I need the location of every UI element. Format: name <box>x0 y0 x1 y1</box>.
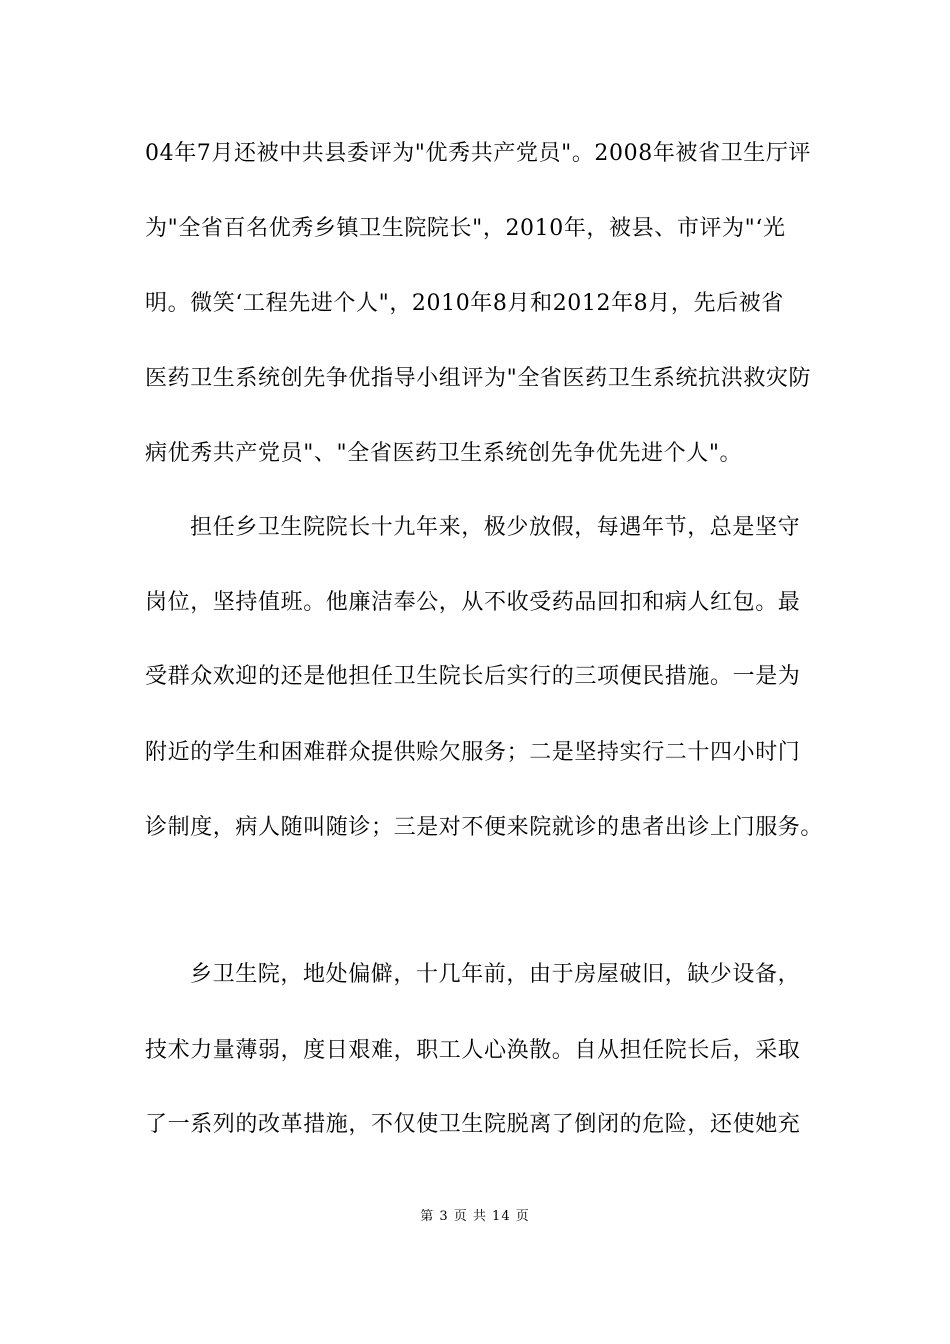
text-line: 了一系列的改革措施，不仅使卫生院脱离了倒闭的危险，还使她充 <box>145 1112 801 1137</box>
text-line: 受群众欢迎的还是他担任卫生院长后实行的三项便民措施。一是为 <box>145 664 801 689</box>
text-line: 乡卫生院，地处偏僻，十几年前，由于房屋破旧，缺少设备， <box>190 962 801 987</box>
text-line: 明。微笑‘工程先进个人"，2010年8月和2012年8月，先后被省 <box>145 291 784 316</box>
text-line: 诊制度，病人随叫随诊；三是对不便来院就诊的患者出诊上门服务。 <box>145 815 824 840</box>
text-line: 担任乡卫生院院长十九年来，极少放假，每遇年节，总是坚守 <box>190 515 801 540</box>
text-line: 岗位，坚持值班。他廉洁奉公，从不收受药品回扣和病人红包。最 <box>145 590 801 615</box>
text-line: 病优秀共产党员"、"全省医药卫生系统创先争优先进个人"。 <box>145 441 743 466</box>
text-line: 技术力量薄弱，度日艰难，职工人心涣散。自从担任院长后，采取 <box>145 1038 801 1063</box>
text-line: 为"全省百名优秀乡镇卫生院院长"，2010年，被县、市评为"‘光 <box>145 216 786 241</box>
page-number-footer: 第 3 页 共 14 页 <box>420 1209 530 1224</box>
text-line: 04年7月还被中共县委评为"优秀共产党员"。2008年被省卫生厅评 <box>145 141 812 166</box>
text-line: 医药卫生系统创先争优指导小组评为"全省医药卫生系统抗洪救灾防 <box>145 366 812 391</box>
text-line: 附近的学生和困难群众提供赊欠服务；二是坚持实行二十四小时门 <box>145 740 801 765</box>
